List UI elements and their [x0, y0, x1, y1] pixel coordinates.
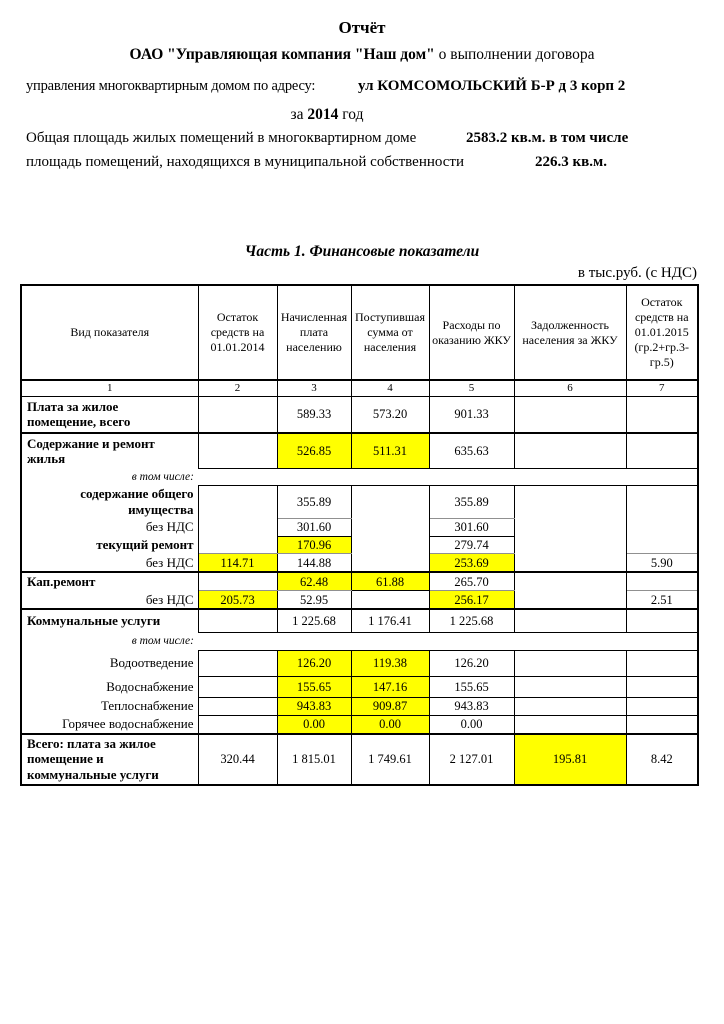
value-cell: 2 127.01 [429, 734, 514, 785]
value-cell [514, 433, 626, 468]
row-common-property [21, 485, 698, 518]
row-label: Плата за жилое помещение, всего [21, 396, 198, 433]
value-cell [429, 632, 514, 650]
col-number: 1 [21, 380, 198, 396]
value-cell: 1 749.61 [351, 734, 429, 785]
row-water-disposal [21, 650, 698, 676]
units-note: в тыс.руб. (с НДС) [577, 265, 697, 281]
value-cell [198, 715, 277, 734]
value-cell: 8.42 [626, 734, 698, 785]
value-cell [514, 609, 626, 632]
year-suffix: год [338, 106, 364, 123]
value-cell [198, 536, 277, 554]
value-cell [351, 591, 429, 610]
row-label: без НДС [21, 591, 198, 610]
value-cell [514, 650, 626, 676]
header-received: Поступившая сумма от населения [351, 285, 429, 380]
value-cell: 155.65 [429, 676, 514, 697]
value-cell: 0.00 [277, 715, 351, 734]
value-cell: 909.87 [351, 697, 429, 715]
value-cell: 320.44 [198, 734, 277, 785]
value-cell [514, 697, 626, 715]
value-cell [198, 433, 277, 468]
row-label: Коммунальные услуги [21, 609, 198, 632]
row-capital-repair [21, 572, 698, 591]
value-cell [514, 396, 626, 433]
value-cell [514, 572, 626, 591]
row-label: Горячее водоснабжение [21, 715, 198, 734]
address-value: ул КОМСОМОЛЬСКИЙ Б-Р д 3 корп 2 [358, 78, 626, 94]
value-cell [626, 572, 698, 591]
value-cell [514, 536, 626, 554]
column-number-row [21, 380, 698, 396]
col-number: 5 [429, 380, 514, 396]
value-cell [514, 676, 626, 697]
value-cell [351, 554, 429, 573]
value-cell: 52.95 [277, 591, 351, 610]
row-heat-supply [21, 697, 698, 715]
value-cell: 301.60 [429, 518, 514, 536]
col-number: 2 [198, 380, 277, 396]
row-label: без НДС [21, 518, 198, 536]
value-cell [198, 676, 277, 697]
table-header-row [21, 285, 698, 380]
org-name: ОАО "Управляющая компания "Наш дом" [129, 46, 435, 63]
value-cell: 126.20 [277, 650, 351, 676]
value-cell: 355.89 [277, 485, 351, 518]
col-number: 4 [351, 380, 429, 396]
value-cell [626, 518, 698, 536]
value-cell [626, 396, 698, 433]
year-prefix: за [290, 106, 308, 123]
value-cell [198, 650, 277, 676]
value-cell [198, 609, 277, 632]
year-value: 2014 [307, 106, 339, 123]
col-number: 3 [277, 380, 351, 396]
value-cell [626, 468, 698, 485]
value-cell: 5.90 [626, 554, 698, 573]
total-area-value: 2583.2 кв.м. в том числе [466, 130, 629, 146]
address-label: управления многоквартирным домом по адресу: [26, 78, 316, 94]
value-cell [514, 632, 626, 650]
financial-table [20, 284, 699, 786]
value-cell [198, 396, 277, 433]
value-cell [514, 468, 626, 485]
value-cell: 155.65 [277, 676, 351, 697]
total-area-line [0, 129, 724, 148]
row-current-repair-no-vat [21, 554, 698, 573]
value-cell [277, 632, 351, 650]
value-cell: 573.20 [351, 396, 429, 433]
value-cell [198, 697, 277, 715]
value-cell [514, 554, 626, 573]
value-cell: 589.33 [277, 396, 351, 433]
value-cell: 0.00 [429, 715, 514, 734]
value-cell [626, 715, 698, 734]
value-cell [514, 518, 626, 536]
value-cell: 2.51 [626, 591, 698, 610]
value-cell: 355.89 [429, 485, 514, 518]
value-cell: 144.88 [277, 554, 351, 573]
value-cell [626, 650, 698, 676]
row-label: в том числе: [131, 635, 194, 647]
row-hot-water-supply [21, 715, 698, 734]
value-cell: 126.20 [429, 650, 514, 676]
row-label: Всего: плата за жилое помещение и коммунальные услуги [21, 734, 198, 785]
value-cell [626, 609, 698, 632]
row-label: Водоотведение [21, 650, 198, 676]
org-rest: о выполнении договора [434, 46, 595, 63]
value-cell: 1 815.01 [277, 734, 351, 785]
value-cell [351, 485, 429, 518]
value-cell: 62.48 [277, 572, 351, 591]
row-housing-payment-total [21, 396, 698, 433]
row-label: содержание общего имущества [21, 485, 198, 518]
org-line [0, 45, 724, 64]
value-cell: 635.63 [429, 433, 514, 468]
value-cell [351, 632, 429, 650]
value-cell [198, 572, 277, 591]
value-cell: 943.83 [277, 697, 351, 715]
row-grand-total [21, 734, 698, 785]
value-cell [351, 468, 429, 485]
row-maintenance-repair [21, 433, 698, 468]
value-cell: 301.60 [277, 518, 351, 536]
header-kind: Вид показателя [21, 285, 198, 380]
header-debt: Задолженность населения за ЖКУ [514, 285, 626, 380]
col-number: 7 [626, 380, 698, 396]
value-cell: 1 225.68 [277, 609, 351, 632]
header-balance-2015: Остаток средств на 01.01.2015 (гр.2+гр.3-гр.5) [626, 285, 698, 380]
year-line [0, 105, 654, 124]
value-cell [198, 518, 277, 536]
value-cell [626, 433, 698, 468]
value-cell [351, 518, 429, 536]
value-cell: 0.00 [351, 715, 429, 734]
value-cell: 119.38 [351, 650, 429, 676]
value-cell: 265.70 [429, 572, 514, 591]
value-cell [351, 536, 429, 554]
value-cell: 901.33 [429, 396, 514, 433]
value-cell [514, 591, 626, 610]
value-cell: 170.96 [277, 536, 351, 554]
value-cell: 256.17 [429, 591, 514, 610]
value-cell: 114.71 [198, 554, 277, 573]
value-cell [198, 485, 277, 518]
value-cell [626, 536, 698, 554]
col-number: 6 [514, 380, 626, 396]
header-balance-2014: Остаток средств на 01.01.2014 [198, 285, 277, 380]
row-capital-repair-no-vat [21, 591, 698, 610]
total-area-label: Общая площадь жилых помещений в многоквартирном доме [26, 130, 417, 146]
value-cell: 279.74 [429, 536, 514, 554]
value-cell [429, 468, 514, 485]
value-cell [277, 468, 351, 485]
row-label: в том числе: [131, 470, 194, 483]
value-cell: 195.81 [514, 734, 626, 785]
value-cell [198, 632, 277, 650]
row-including-note [21, 468, 698, 485]
value-cell: 1 176.41 [351, 609, 429, 632]
value-cell: 253.69 [429, 554, 514, 573]
row-including-note [21, 632, 698, 650]
value-cell: 1 225.68 [429, 609, 514, 632]
row-label: без НДС [21, 554, 198, 573]
header-accrued: Начисленная плата населению [277, 285, 351, 380]
value-cell [514, 485, 626, 518]
row-communal-services [21, 609, 698, 632]
municipal-area-value: 226.3 кв.м. [535, 154, 607, 170]
row-water-supply [21, 676, 698, 697]
row-common-property-no-vat [21, 518, 698, 536]
municipal-area-line [0, 153, 724, 172]
header-expenses: Расходы по оказанию ЖКУ [429, 285, 514, 380]
row-label: текущий ремонт [21, 536, 198, 554]
value-cell: 943.83 [429, 697, 514, 715]
value-cell [198, 468, 277, 485]
value-cell [514, 715, 626, 734]
value-cell: 511.31 [351, 433, 429, 468]
row-label: Содержание и ремонт жилья [21, 433, 198, 468]
doc-title: Отчёт [338, 18, 386, 37]
value-cell [626, 676, 698, 697]
municipal-area-label: площадь помещений, находящихся в муниципальной собственности [26, 154, 464, 170]
value-cell [626, 697, 698, 715]
value-cell: 147.16 [351, 676, 429, 697]
value-cell: 61.88 [351, 572, 429, 591]
value-cell: 205.73 [198, 591, 277, 610]
row-label: Водоснабжение [21, 676, 198, 697]
value-cell: 526.85 [277, 433, 351, 468]
value-cell [626, 632, 698, 650]
value-cell [626, 485, 698, 518]
row-label: Кап.ремонт [21, 572, 198, 591]
section-title: Часть 1. Финансовые показатели [244, 243, 480, 260]
address-line [0, 77, 724, 96]
row-current-repair [21, 536, 698, 554]
row-label: Теплоснабжение [21, 697, 198, 715]
